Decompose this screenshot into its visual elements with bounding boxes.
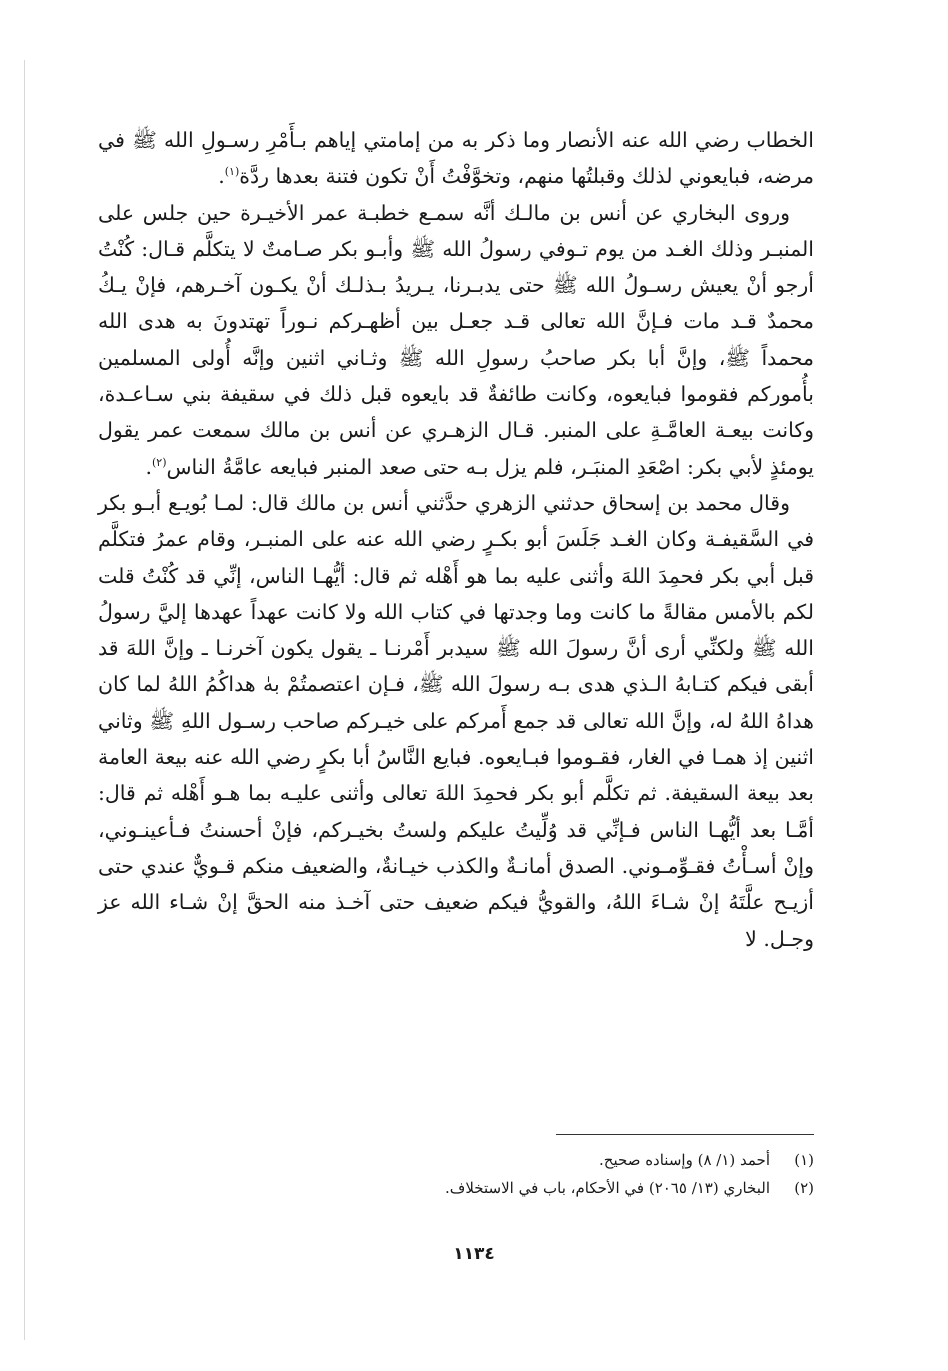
footnote-divider <box>556 1134 814 1135</box>
scan-edge-line <box>24 60 25 1340</box>
footnote-2-marker: (٢) <box>794 1179 814 1197</box>
paragraph-3 <box>98 485 814 957</box>
footnote-2 <box>300 1174 814 1202</box>
footnote-1-text: أحمد (١/ ٨) وإسناده صحيح. <box>599 1151 770 1169</box>
paragraph-2-text: وروى البخاري عن أنس بن مالـك أنَّه سمـع خطبـة عمر الأخيـرة حين جلس على المنبـر وذلك الغـد من يوم تـوفي رسولُ الله ﷺ وأبـو بكر صـامتٌ لا يتكلَّم قـال: كُنْتُ أرجو أنْ يعيش رسـولُ الله ﷺ حتى يدبـرنا، يـريدُ بـذلـك أنْ يكـون آخـرهم، فإنْ يـكُ محمدٌ قـد مات فـإنَّ الله تعالى قـد جعـل بين أظهـركم نـوراً تهتدونَ به هدى الله محمداً ﷺ، وإنَّ أبا بكر صاحبُ رسولِ الله ﷺ وثـاني اثنين وإنَّه أُولى المسلمين بأُموركم فقوموا فبايعوه، وكانت طائفةٌ قد بايعوه قبل ذلك في سقيفة بني سـاعـدة، وكانت بيعـة العامَّـةِ على المنبر. قـال الزهـري عن أنس بن مالك سمعت عمر يقول يومئذٍ لأبي بكر: اصْعَدِ المنبَـر، فلم يزل بـه حتى صعد المنبر فبايعه عامَّةُ الناس <box>98 200 814 479</box>
footnote-ref-1: (١) <box>224 165 240 179</box>
footnote-2-text: البخاري (١٣/ ٢٠٦٥) في الأحكام، باب في الاستخلاف. <box>445 1179 770 1197</box>
paragraph-1-text: الخطاب رضي الله عنه الأنصار وما ذكر به من إمامتي إياهم بـأَمْرِ رسـولِ الله ﷺ في مرضه، فبايعوني لذلك وقبلتُها منهم، وتخوَّفْتُ أَنْ تكون فتنة بعدها ردَّة <box>98 128 814 189</box>
main-text <box>98 122 814 957</box>
footnotes <box>300 1146 814 1202</box>
footnote-1-marker: (١) <box>794 1151 814 1169</box>
paragraph-1-end: . <box>218 164 225 189</box>
footnote-ref-2: (٢) <box>151 455 167 469</box>
page-number: ١١٣٤ <box>453 1244 495 1264</box>
paragraph-2 <box>98 195 814 485</box>
paragraph-2-end: . <box>145 454 152 479</box>
paragraph-3-text: وقال محمد بن إسحاق حدثني الزهري حدَّثني أنس بن مالك قال: لمـا بُويـع أبـو بكر في السَّقيفـة وكان الغـد جَلَسَ أبو بكـرٍ رضي الله عنه على المنبـر، وقام عمرُ فتكلَّم قبل أبي بكر فحمِدَ اللهَ وأثنى عليه بما هو أَهْله ثم قال: أيُّهـا الناس، إنِّي قد كُنْتُ قلت لكم بالأمس مقالةً ما كانت وما وجدتها في كتاب الله ولا كانت عهداً عهدها إليَّ رسولُ الله ﷺ ولكنِّي أرى أنَّ رسولَ الله ﷺ سيدبر أَمْرنـا ـ يقول يكون آخرنـا ـ وإنَّ اللهَ قد أبقى فيكم كتـابهُ الـذي هدى بـه رسولَ الله ﷺ، فـإن اعتصمتُمْ بهٰ هداكُمُ اللهُ لما كان هداهُ اللهُ له، وإنَّ الله تعالى قد جمع أَمركم على خيـركم صاحب رسـول اللهِ ﷺ وثاني اثنين إذ همـا في الغار، فقـوموا فبـايعوه. فبايع النَّاسُ أبا بكرٍ رضي الله عنه بيعة العامة بعد بيعة السقيفة. ثم تكلَّم أبو بكر فحمِدَ اللهَ تعالى وأثنى عليـه بما هـو أَهْله ثم قال: أمَّـا بعد أيُّهـا الناس فـإنِّي قد وُلِّيتُ عليكم ولستُ بخيـركم، فإنْ أحسنتُ فـأعينـوني، وإنْ أسـأْتُ فقـوِّمـوني. الصدق أمانـةٌ والكذب خيـانةٌ، والضعيف منكم قـويٌّ عندي حتى أزيـح علَّتَهُ إنْ شـاءَ اللهُ، والقويُّ فيكم ضعيف حتى آخـذ منه الحقَّ إنْ شـاء الله عز وجـل. لا <box>98 490 814 951</box>
paragraph-1 <box>98 122 814 195</box>
footnote-1 <box>300 1146 814 1174</box>
